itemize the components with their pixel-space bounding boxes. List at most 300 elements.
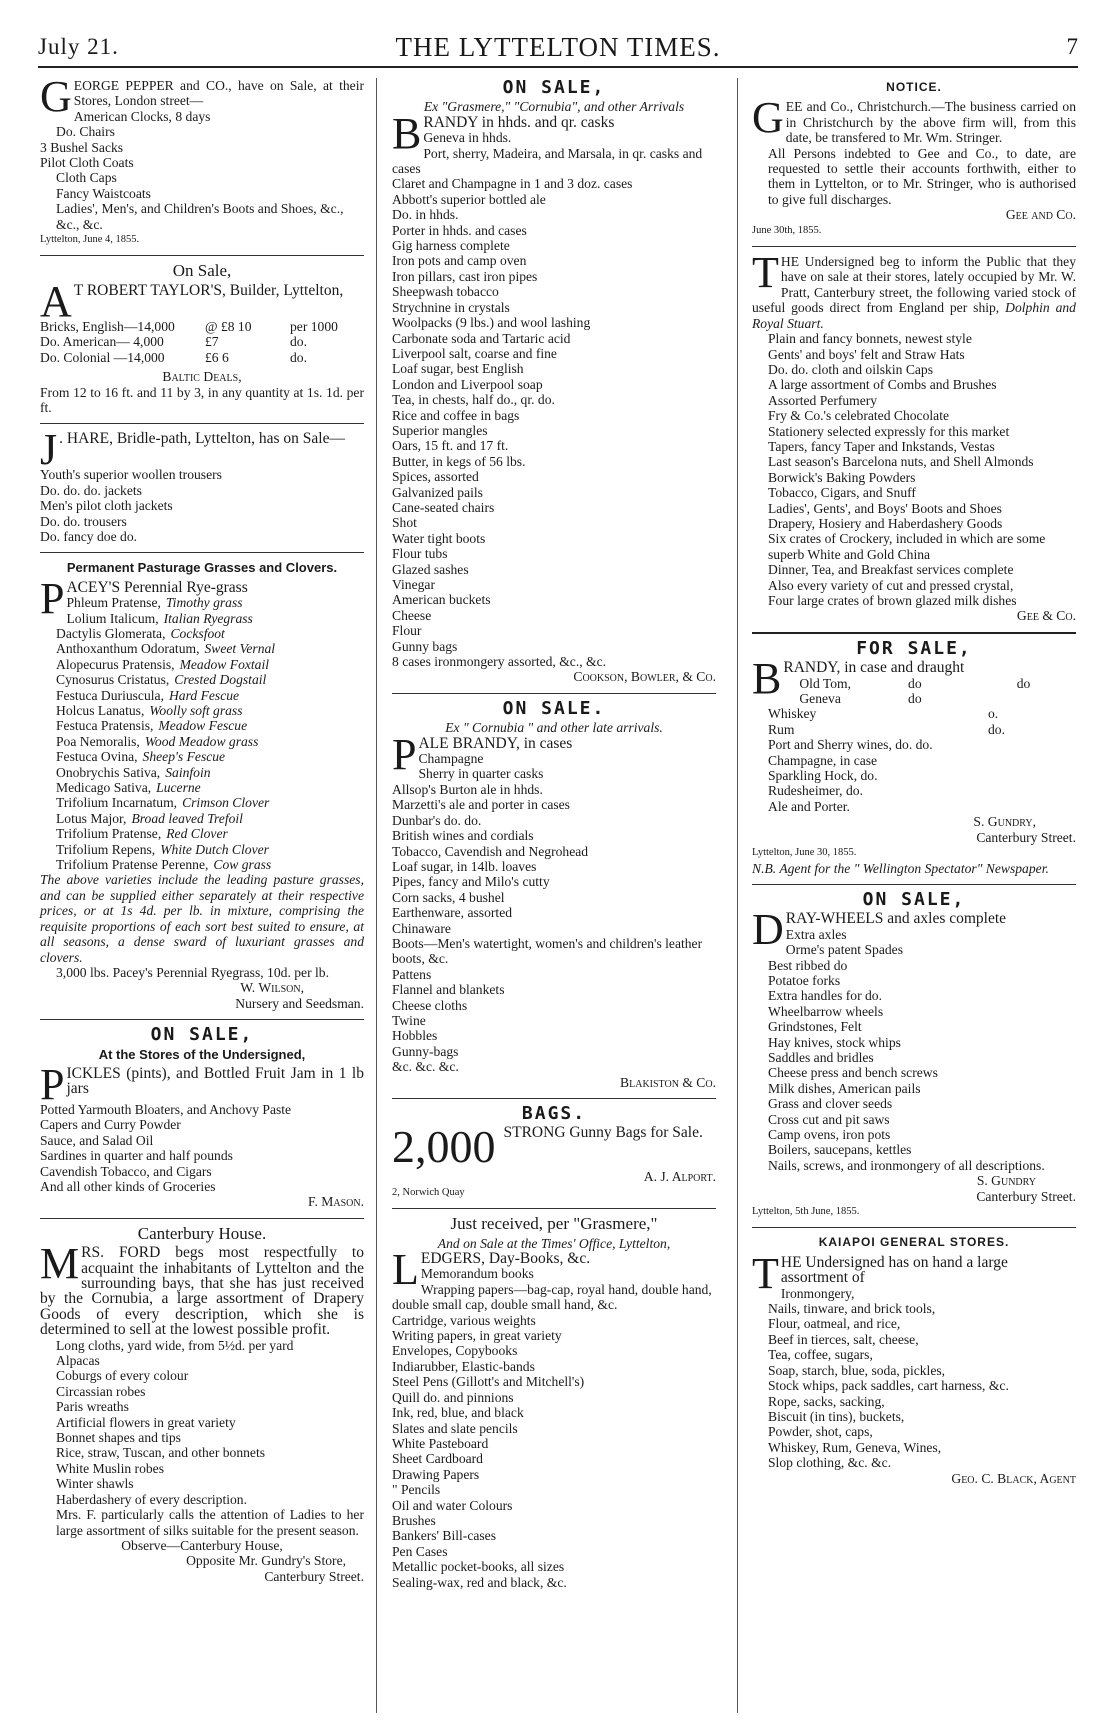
- list-item: Allsop's Burton ale in hhds.: [392, 781, 543, 797]
- list-item: Champagne, in case: [768, 752, 878, 768]
- list-item: Cross cut and pit saws: [768, 1111, 890, 1127]
- list-item: Ladies', Men's, and Children's Boots and Shoes, &c., &c., &c.: [56, 201, 344, 232]
- dateline: Lyttelton, June 30, 1855.: [752, 847, 857, 859]
- list-item: Cheese cloths: [392, 997, 468, 1013]
- item-list: [392, 130, 716, 669]
- list-item: Nails, screws, and ironmongery of all descriptions.: [768, 1157, 1045, 1173]
- list-item: Strychnine in crystals: [392, 299, 510, 315]
- list-item: Woolpacks (9 lbs.) and wool lashing: [392, 315, 591, 331]
- list-item: Bonnet shapes and tips: [56, 1430, 181, 1446]
- list-item: Slop clothing, &c. &c.: [768, 1455, 892, 1471]
- ad-heading: ON SALE,: [862, 888, 966, 910]
- latin-name: Phleum Pratense,: [66, 595, 161, 611]
- list-item: Circassian robes: [56, 1383, 146, 1399]
- list-item: Beef in tierces, salt, cheese,: [768, 1331, 919, 1347]
- latin-name: Festuca Ovina,: [56, 749, 138, 765]
- list-item: Port and Sherry wines, do. do.: [768, 737, 933, 753]
- item-list: [40, 109, 364, 232]
- signer-address: Canterbury Street.: [976, 1188, 1076, 1204]
- list-item: Best ribbed do: [768, 957, 848, 973]
- masthead: [38, 30, 1078, 68]
- price-row: Do. Colonial —14,000 £6 6 do.: [40, 349, 307, 365]
- grass-item: [40, 611, 364, 626]
- ad-heading: ON SALE,: [150, 1024, 254, 1046]
- bag-count: 2,000: [392, 1121, 496, 1173]
- ad-address: Canterbury Street.: [264, 1568, 364, 1584]
- list-item: A large assortment of Combs and Brushes: [768, 377, 997, 393]
- latin-name: Lotus Major,: [56, 810, 127, 826]
- list-item: Paris wreaths: [56, 1399, 129, 1415]
- signer: F. Mason.: [308, 1194, 364, 1210]
- divider: [752, 1227, 1076, 1228]
- list-item: Superior mangles: [392, 422, 488, 438]
- price-row: Do. American— 4,000 £7 do.: [40, 334, 307, 350]
- ad-heading: On Sale,: [172, 261, 232, 281]
- list-item: Milk dishes, American pails: [768, 1080, 921, 1096]
- divider: [392, 1208, 716, 1209]
- list-item: Dunbar's do. do.: [392, 812, 482, 828]
- list-item: Whiskey, Rum, Geneva, Wines,: [768, 1439, 942, 1455]
- list-item: Slates and slate pencils: [392, 1420, 518, 1436]
- list-item: Hay knives, stock whips: [768, 1034, 901, 1050]
- signer: A. J. Alport.: [643, 1169, 716, 1185]
- list-item: Ink, red, blue, and black: [392, 1405, 524, 1421]
- drop-cap: J: [40, 425, 58, 475]
- latin-name: Lolium Italicum,: [66, 610, 159, 626]
- ad-blakiston: [392, 697, 716, 1090]
- list-item: Drapery, Hosiery and Haberdashery Goods: [768, 515, 1003, 531]
- grass-item: [40, 595, 364, 610]
- list-item: Fry & Co.'s celebrated Chocolate: [768, 408, 950, 424]
- list-item: Loaf sugar, best English: [392, 361, 524, 377]
- list-item: Biscuit (in tins), buckets,: [768, 1408, 905, 1424]
- list-item: Last season's Barcelona nuts, and Shell Almonds: [768, 454, 1034, 470]
- common-name: Italian Ryegrass: [163, 610, 253, 626]
- common-name: Red Clover: [166, 826, 228, 842]
- list-item: Pipes, fancy and Milo's cutty: [392, 874, 550, 890]
- list-item: And all other kinds of Groceries: [40, 1178, 216, 1194]
- common-name: Broad leaved Trefoil: [131, 810, 243, 826]
- list-item: Cavendish Tobacco, and Cigars: [40, 1163, 212, 1179]
- ad-heading: Permanent Pasturage Grasses and Clovers.: [66, 560, 338, 576]
- ad-taylor: [40, 263, 364, 415]
- ad-alport: [392, 1103, 716, 1200]
- list-item: Bankers' Bill-cases: [392, 1528, 496, 1544]
- common-name: Meadow Fescue: [158, 718, 248, 734]
- signer: Gee & Co.: [1016, 608, 1076, 624]
- list-item: Youth's superior woollen trousers: [40, 467, 222, 483]
- list-item: Cane-seated chairs: [392, 499, 495, 515]
- list-item: Ladies', Gents', and Boys' Boots and Shoes: [768, 500, 1002, 516]
- list-item: Flour, oatmeal, and rice,: [768, 1316, 901, 1332]
- list-item: Camp ovens, iron pots: [768, 1127, 891, 1142]
- list-item: Tapers, fancy Taper and Inkstands, Vestas: [768, 438, 995, 454]
- drop-cap: D: [752, 905, 784, 955]
- list-item: Potatoe forks: [768, 972, 841, 988]
- list-item: Cloth Caps: [56, 170, 117, 186]
- list-item: " Pencils: [392, 1482, 441, 1498]
- latin-name: Onobrychis Sativa,: [56, 764, 161, 780]
- price-row: Whiskey o.: [768, 706, 999, 722]
- ad-heading: BAGS.: [521, 1103, 587, 1124]
- latin-name: Cynosurus Cristatus,: [56, 672, 170, 688]
- list-item: Stationery selected expressly for this market: [768, 423, 1010, 439]
- ad-mason: [40, 1024, 364, 1210]
- signer: S. Gundry: [976, 1173, 1036, 1189]
- divider: [40, 552, 364, 553]
- list-item: Sheet Cardboard: [392, 1451, 483, 1467]
- dateline: Lyttelton, June 4, 1855.: [40, 234, 140, 246]
- ad-lead: ACEY'S Perennial Rye-grass: [66, 578, 248, 596]
- list-item: Rudesheimer, do.: [768, 783, 863, 799]
- grass-item: [40, 703, 364, 718]
- drop-cap: T: [752, 1248, 779, 1298]
- list-item: Marzetti's ale and porter in cases: [392, 797, 570, 813]
- list-item: Rice and coffee in bags: [392, 407, 520, 423]
- ad-note: Mrs. F. particularly calls the attention of Ladies to her large assortment of silks suitable for the present season.: [56, 1507, 364, 1538]
- divider: [40, 423, 364, 424]
- ad-subheading: Baltic Deals,: [162, 369, 242, 385]
- list-item: Do. do. cloth and oilskin Caps: [768, 361, 934, 377]
- list-item: Writing papers, in great variety: [392, 1328, 562, 1344]
- ad-lead: RS. FORD begs most respectfully to acquaint the inhabitants of Lyttelton and the surrounding bays, that she has just received by the Cornubia, a large assortment of Drapery Goods of every description, which she is determined to sell at the lowest possible profit.: [40, 1244, 364, 1339]
- ad-lead: EORGE PEPPER and CO., have on Sale, at their Stores, London street—: [73, 78, 364, 109]
- ad-observe: Observe—Canterbury House,: [121, 1537, 283, 1553]
- ad-lead: HE Undersigned has on hand a large assortment of: [780, 1253, 1008, 1287]
- list-item: Liverpool salt, coarse and fine: [392, 345, 557, 361]
- ad-gee-sale: [752, 248, 1076, 624]
- list-item: Do. do. do. jackets: [40, 482, 142, 498]
- divider: [40, 1019, 364, 1020]
- ad-lead: HE Undersigned beg to inform the Public that they have on sale at their stores, lately occupied by Mr. W. Pratt, Canterbury street, the following varied stock of useful goods direct from England per ship,: [752, 254, 1076, 316]
- ad-address: 2, Norwich Quay: [392, 1186, 465, 1198]
- list-item: 3 Bushel Sacks: [40, 139, 124, 155]
- list-item: Cheese: [392, 607, 432, 623]
- list-item: Sardines in quarter and half pounds: [40, 1148, 233, 1164]
- list-item: Stock whips, pack saddles, cart harness, &c.: [768, 1378, 1009, 1394]
- signer: S. Gundry,: [973, 814, 1036, 830]
- list-item: &c. &c. &c.: [392, 1059, 459, 1075]
- list-item: Envelopes, Copybooks: [392, 1343, 518, 1359]
- price-row: Rum do.: [768, 721, 1005, 737]
- item-list: [392, 1266, 716, 1590]
- list-item: Extra axles: [785, 926, 847, 942]
- latin-name: Dactylis Glomerata,: [56, 625, 166, 641]
- list-item: Potted Yarmouth Bloaters, and Anchovy Paste: [40, 1101, 292, 1117]
- page-number: 7: [1066, 34, 1078, 59]
- list-item: Hobbles: [392, 1028, 438, 1044]
- list-item: Ale and Porter.: [768, 798, 850, 814]
- list-item: Quill do. and pinnions: [392, 1389, 514, 1405]
- list-item: Rice, straw, Tuscan, and other bonnets: [56, 1445, 266, 1461]
- list-item: Sparkling Hock, do.: [768, 768, 878, 784]
- grass-item: [40, 811, 364, 826]
- common-name: White Dutch Clover: [160, 841, 269, 857]
- list-item: Extra handles for do.: [768, 988, 883, 1004]
- list-item: Artificial flowers in great variety: [56, 1414, 236, 1430]
- list-item: Flour tubs: [392, 546, 448, 562]
- list-item: Ironmongery,: [780, 1285, 855, 1301]
- list-item: Sheepwash tobacco: [392, 284, 499, 300]
- list-item: Tobacco, Cavendish and Negrohead: [392, 843, 589, 859]
- list-item: Pilot Cloth Coats: [40, 155, 134, 171]
- list-item: Indiarubber, Elastic-bands: [392, 1358, 535, 1374]
- ad-grasses: [40, 560, 364, 1011]
- list-item: Claret and Champagne in 1 and 3 doz. cases: [392, 176, 633, 192]
- common-name: Cow grass: [213, 857, 272, 873]
- list-item: Brushes: [392, 1512, 436, 1528]
- list-item: Cheese press and bench screws: [768, 1065, 938, 1081]
- drop-cap: P: [392, 729, 417, 779]
- issue-date: July 21.: [38, 34, 119, 59]
- list-item: American buckets: [392, 592, 491, 608]
- ad-price: 3,000 lbs. Pacey's Perennial Ryegrass, 10d. per lb.: [56, 964, 329, 980]
- list-item: Vinegar: [392, 577, 435, 592]
- list-item: Sherry in quarter casks: [418, 766, 544, 782]
- list-item: Haberdashery of every description.: [56, 1491, 247, 1507]
- list-item: Winter shawls: [56, 1476, 134, 1492]
- list-item: Coburgs of every colour: [56, 1368, 189, 1384]
- list-item: Flour: [392, 623, 422, 639]
- ad-heading: NOTICE.: [886, 80, 942, 94]
- list-item: Galvanized pails: [392, 484, 483, 500]
- list-item: Grass and clover seeds: [768, 1096, 893, 1112]
- list-item: Gunny bags: [392, 638, 458, 654]
- ad-note: N.B. Agent for the " Wellington Spectator" Newspaper.: [752, 860, 1049, 876]
- list-item: Glazed sashes: [392, 561, 469, 577]
- drop-cap: L: [392, 1245, 419, 1295]
- list-item: Wheelbarrow wheels: [768, 1003, 884, 1019]
- grass-item: [40, 795, 364, 810]
- common-name: Hard Fescue: [168, 687, 240, 703]
- latin-name: Medicago Sativa,: [56, 780, 152, 796]
- list-item: Plain and fancy bonnets, newest style: [768, 331, 972, 347]
- list-item: London and Liverpool soap: [392, 376, 543, 392]
- list-item: Oars, 15 ft. and 17 ft.: [392, 438, 509, 454]
- list-item: Orme's patent Spades: [785, 942, 903, 958]
- grass-item: [40, 749, 364, 764]
- list-item: Boots—Men's watertight, women's and children's leather boots, &c.: [392, 935, 703, 967]
- ad-lead: EDGERS, Day-Books, &c.: [420, 1250, 591, 1268]
- price-row: Old Tom, do do: [799, 675, 1031, 691]
- latin-name: Holcus Lanatus,: [56, 703, 145, 718]
- list-item: Do. Chairs: [56, 124, 115, 140]
- item-list: [752, 927, 1076, 1174]
- list-item: American Clocks, 8 days: [73, 108, 211, 124]
- grass-item: [40, 857, 364, 872]
- item-list: [392, 751, 716, 1075]
- ad-lead: STRONG Gunny Bags for Sale.: [503, 1124, 703, 1142]
- common-name: Crested Dogstail: [174, 672, 267, 688]
- dateline: Lyttelton, 5th June, 1855.: [752, 1206, 860, 1218]
- list-item: British wines and cordials: [392, 828, 534, 844]
- list-item: Cartridge, various weights: [392, 1312, 536, 1328]
- list-item: Tea, in chests, half do., qr. do.: [392, 392, 555, 408]
- list-item: Do. do. trousers: [40, 513, 127, 529]
- list-item: Gunny-bags: [392, 1043, 459, 1059]
- list-item: Steel Pens (Gillott's and Mitchell's): [392, 1374, 585, 1390]
- latin-name: Alopecurus Pratensis,: [56, 656, 175, 672]
- ad-heading: Just received, per "Grasmere,": [450, 1214, 658, 1234]
- divider: [40, 1218, 364, 1219]
- grass-item: [40, 842, 364, 857]
- grass-item: [40, 657, 364, 672]
- signer-title: Nursery and Seedsman.: [235, 995, 364, 1011]
- price-row: Geneva do: [799, 691, 922, 707]
- list-item: 8 cases ironmongery assorted, &c., &c.: [392, 654, 607, 670]
- latin-name: Trifolium Pratense,: [56, 826, 162, 842]
- signer: Gee and Co.: [1005, 207, 1076, 223]
- list-item: Abbott's superior bottled ale: [392, 191, 546, 207]
- list-item: Sauce, and Salad Oil: [40, 1132, 154, 1148]
- grass-item: [40, 718, 364, 733]
- item-list: [752, 331, 1076, 608]
- latin-name: Poa Nemoralis,: [56, 733, 140, 749]
- list-item: Nails, tinware, and brick tools,: [768, 1301, 936, 1317]
- ad-ford: [40, 1223, 364, 1584]
- grass-item: [40, 626, 364, 641]
- list-item: Long cloths, yard wide, from 5½d. per yard: [56, 1337, 294, 1353]
- latin-name: Festuca Duriuscula,: [56, 687, 164, 703]
- common-name: Sheep's Fescue: [142, 749, 226, 765]
- drop-cap: B: [392, 108, 422, 158]
- list-item: Alpacas: [56, 1353, 100, 1369]
- list-item: Four large crates of brown glazed milk dishes: [768, 593, 1017, 608]
- drop-cap: P: [40, 1059, 65, 1109]
- grass-list: [40, 595, 364, 872]
- ad-gundry-spirits: [752, 637, 1076, 876]
- list-item: White Muslin robes: [56, 1460, 164, 1476]
- ad-gundry-hardware: [752, 888, 1076, 1220]
- list-item: Tea, coffee, sugars,: [768, 1347, 873, 1363]
- latin-name: Trifolium Repens,: [56, 841, 156, 857]
- column-3: [752, 78, 1076, 1492]
- grass-item: [40, 641, 364, 656]
- common-name: Crimson Clover: [182, 795, 270, 811]
- list-item: Gig harness complete: [392, 238, 510, 254]
- ad-hare: [40, 425, 364, 544]
- list-item: Iron pots and camp oven: [392, 253, 527, 269]
- common-name: Lucerne: [156, 780, 201, 796]
- list-item: Water tight boots: [392, 530, 486, 546]
- ad-gee-notice: [752, 80, 1076, 238]
- ad-heading: FOR SALE,: [856, 637, 972, 659]
- common-name: Sainfoin: [165, 764, 211, 780]
- common-name: Cocksfoot: [170, 625, 225, 641]
- ad-address: Opposite Mr. Gundry's Store,: [186, 1553, 346, 1569]
- signer-address: Canterbury Street.: [976, 829, 1076, 845]
- list-item: Do. in hhds.: [392, 207, 459, 223]
- list-item: Dinner, Tea, and Breakfast services complete: [768, 562, 1014, 578]
- drop-cap: T: [752, 248, 779, 298]
- signer: Cookson, Bowler, & Co.: [573, 669, 716, 685]
- grass-item: [40, 734, 364, 749]
- ad-note: The above varieties include the leading pasture grasses, and can be supplied either separately at their respective prices, or at 1s 4d. per lb. in mixture, comprising the requisite proportions of each sort best suited to ensure, at all seasons, a dense sward of luxuriant grasses and clovers.: [40, 872, 364, 965]
- list-item: Grindstones, Felt: [768, 1019, 862, 1035]
- ad-lead: RANDY, in case and draught: [783, 659, 965, 677]
- list-item: Champagne: [418, 751, 484, 767]
- divider: [392, 693, 716, 694]
- ad-lead: EE and Co., Christchurch.—The business carried on in Christchurch by the above firm will, from this date, be transfered to Mr. Wm. Stringer.: [785, 99, 1076, 146]
- list-item: Also every variety of cut and pressed crystal,: [768, 577, 1014, 593]
- column-rule: [376, 78, 377, 1713]
- grass-item: [40, 826, 364, 841]
- list-item: Tobacco, Cigars, and Snuff: [768, 485, 916, 501]
- list-item: Do. fancy doe do.: [40, 528, 138, 544]
- list-item: Port, sherry, Madeira, and Marsala, in qr. casks and cases: [392, 145, 703, 177]
- list-item: Flannel and blankets: [392, 982, 505, 998]
- list-item: Wrapping papers—bag-cap, royal hand, double hand, double small cap, double small hand, &c.: [392, 1281, 712, 1313]
- ad-times-office: [392, 1216, 716, 1590]
- list-item: Men's pilot cloth jackets: [40, 498, 173, 514]
- price-row: Bricks, English—14,000 @ £8 10 per 1000: [40, 318, 338, 334]
- divider: [392, 1098, 716, 1099]
- item-list: [752, 1286, 1076, 1471]
- ship-names: Dolphin and Royal Stuart.: [752, 300, 1076, 331]
- list-item: Boilers, saucepans, kettles: [768, 1142, 912, 1158]
- ad-heading: ON SALE.: [502, 697, 606, 719]
- list-item: Earthenware, assorted: [392, 905, 513, 921]
- list-item: Loaf sugar, in 14lb. loaves: [392, 858, 537, 874]
- list-item: Powder, shot, caps,: [768, 1424, 873, 1440]
- list-item: Borwick's Baking Powders: [768, 469, 916, 485]
- ad-lead: . HARE, Bridle-path, Lyttelton, has on Sale—: [59, 430, 345, 448]
- common-name: Woolly soft grass: [149, 703, 243, 718]
- ad-note: From 12 to 16 ft. and 11 by 3, in any quantity at 1s. 1d. per ft.: [40, 384, 364, 415]
- list-item: Drawing Papers: [392, 1466, 480, 1482]
- item-list: [752, 737, 1076, 814]
- list-item: Pen Cases: [392, 1543, 448, 1559]
- signer: W. Wilson,: [240, 980, 304, 996]
- grass-item: [40, 688, 364, 703]
- ad-pepper: [40, 72, 364, 247]
- signer: Geo. C. Black, Agent: [951, 1470, 1076, 1486]
- price-table: [752, 676, 1076, 738]
- latin-name: Festuca Pratensis,: [56, 718, 154, 734]
- list-item: Chinaware: [392, 920, 451, 936]
- ad-subheading: At the Stores of the Undersigned,: [98, 1046, 306, 1062]
- common-name: Meadow Foxtail: [179, 656, 270, 672]
- drop-cap: M: [40, 1239, 80, 1289]
- list-item: Oil and water Colours: [392, 1497, 513, 1513]
- common-name: Timothy grass: [165, 595, 243, 611]
- ad-body: All Persons indebted to Gee and Co., to date, are requested to settle their accounts forthwith, either to them in Lyttelton, or to Mr. Stringer, who is authorised to give full discharges.: [768, 145, 1076, 207]
- list-item: Capers and Curry Powder: [40, 1117, 181, 1133]
- divider: [752, 632, 1076, 634]
- drop-cap: G: [40, 72, 72, 121]
- column-rule: [737, 78, 738, 1713]
- list-item: Pattens: [392, 966, 432, 982]
- common-name: Wood Meadow grass: [144, 733, 259, 749]
- divider: [752, 884, 1076, 885]
- divider: [752, 246, 1076, 247]
- latin-name: Trifolium Pratense Perenne,: [56, 857, 209, 873]
- ad-cookson: [392, 77, 716, 685]
- list-item: Rope, sacks, sacking,: [768, 1393, 885, 1409]
- list-item: Shot: [392, 515, 417, 531]
- list-item: Sealing-wax, red and black, &c.: [392, 1574, 567, 1590]
- list-item: Saddles and bridles: [768, 1049, 874, 1065]
- list-item: White Pasteboard: [392, 1435, 489, 1451]
- ad-lead: T ROBERT TAYLOR'S, Builder, Lyttelton,: [73, 281, 344, 299]
- list-item: Gents' and boys' felt and Straw Hats: [768, 346, 965, 362]
- list-item: Spices, assorted: [392, 469, 479, 485]
- list-item: Assorted Perfumery: [768, 392, 878, 408]
- grass-item: [40, 765, 364, 780]
- ad-subheading: Ex "Grasmere," "Cornubia", and other Arrivals: [423, 99, 685, 115]
- column-1: [40, 72, 364, 1590]
- signer: Blakiston & Co.: [620, 1074, 716, 1090]
